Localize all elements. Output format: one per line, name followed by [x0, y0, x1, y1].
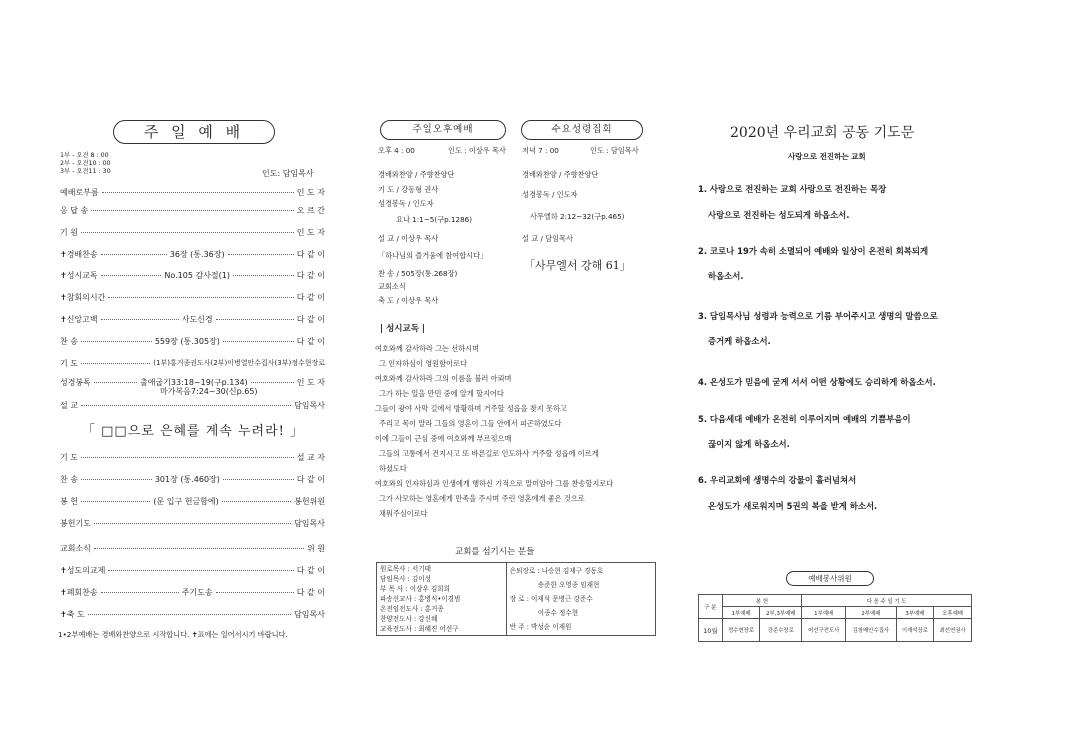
reading-line: 이에 그들이 근심 중에 여호와께 부르짖으매: [375, 434, 512, 443]
order-item: 예배로부름 인 도 자: [60, 187, 325, 197]
order-item: ✝성도의교제 다 같 이: [60, 565, 325, 575]
service-month: 10월: [699, 619, 723, 642]
service-sub: 1부예배: [802, 607, 846, 619]
afternoon-line: 찬 송 / 505장(통.268장): [378, 269, 458, 278]
wednesday-line: 경배와찬양 / 주향찬양단: [522, 170, 599, 179]
afternoon-line: 「하나님의 즐거움에 참여합시다」: [378, 251, 488, 260]
prayer-line: 5. 다음세대 예배가 온전히 이루어지며 예배의 기쁨부음이: [698, 414, 911, 424]
worship-title: 주 일 예 배: [113, 120, 275, 144]
staff-left: 원로목사 : 서기태: [380, 565, 432, 573]
reading-line: 그가 사모하는 영혼에게 만족을 주시며 주린 영혼에게 좋은 것으로: [379, 494, 585, 503]
service-sub: 1부예배: [722, 607, 760, 619]
service-header-next-prayer: 다 음 주 일 기 도: [802, 595, 972, 607]
staff-left: 찬양전도사 : 강신혜: [380, 615, 438, 623]
reading-line: 채워주심이로다: [379, 509, 428, 518]
afternoon-line: 교회소식: [378, 282, 406, 291]
afternoon-line: 요나 1:1~5(구p.1286): [396, 215, 473, 224]
service-times: [60, 152, 111, 176]
service-sub: 3부예배: [896, 607, 934, 619]
reading-line: 그 인자하심이 영원함이로다: [379, 359, 467, 368]
staff-title: 교회를 섬기시는 분들: [455, 547, 535, 557]
staff-left: 교육전도사 : 최혜진 어선구: [380, 625, 459, 633]
staff-left: 부 목 사 : 이상우 김희희: [380, 585, 451, 593]
footnote: 1•2부예배는 경배와찬양으로 시작합니다. ✝표에는 일어서시기 바랍니다.: [58, 630, 288, 639]
afternoon-line: 축 도 / 이상우 목사: [378, 296, 439, 305]
time-2: 2부 - 오전10 : 00: [60, 160, 111, 167]
afternoon-title: 주일오후예배: [380, 120, 506, 140]
reading-line: 그가 하는 일을 만민 중에 알게 할지어다: [379, 389, 504, 398]
service-cell: 강준수장로: [760, 619, 802, 642]
staff-right: 은퇴장로 : 나승현 김재구 경동호: [509, 567, 604, 575]
afternoon-line: 설 교 / 이상우 목사: [378, 234, 439, 243]
order-item: 응 답 송 오 르 간: [60, 205, 325, 215]
wednesday-line: 성경봉독 / 인도자: [522, 190, 578, 199]
service-sub: 오후예배: [934, 607, 972, 619]
scripture-2: 마가복음7:24~30(신p.65): [160, 387, 258, 396]
prayer-line: 1. 사랑으로 전진하는 교회 사랑으로 전진하는 목장: [698, 184, 887, 194]
prayer-line: 사랑으로 전진하는 성도되게 하옵소서.: [708, 210, 850, 220]
wednesday-time: 저녁 7 : 00: [522, 146, 559, 155]
prayer-line: 온성도가 새로워지며 5권의 복을 받게 하소서.: [708, 501, 878, 511]
reading-line: 주리고 목이 말라 그들의 영혼이 그들 안에서 피곤하였도다: [379, 419, 562, 428]
wednesday-line: 설 교 / 담임목사: [522, 234, 573, 243]
prayer-line: 2. 코로나 19가 속히 소멸되어 예배와 일상이 온전히 회복되게: [698, 246, 929, 256]
prayer-subtitle: 사랑으로 전진하는 교회: [788, 152, 866, 161]
order-item: 봉 헌 (문 입구 헌금함에) 봉헌위원: [60, 496, 326, 506]
afternoon-leader: 인도 : 이상우 목사: [448, 146, 506, 155]
order-item: 찬 송 301장 (통.460장) 다 같 이: [60, 474, 325, 484]
wednesday-sermon: 「사무엘서 강해 61」: [524, 259, 631, 272]
reading-line: 여호와께 감사하라 그는 선하시며: [375, 344, 480, 353]
afternoon-line: 기 도 / 강동형 권사: [378, 185, 439, 194]
service-cell: 정수현장로: [722, 619, 760, 642]
order-item: 교회소식 위 원: [60, 543, 325, 553]
order-item: ✝참회의시간 다 같 이: [60, 292, 325, 302]
service-cell: 김창배안수집사: [846, 619, 896, 642]
prayer-line: 3. 담임목사님 성령과 능력으로 기름 부어주시고 생명의 말씀으로: [698, 311, 938, 321]
reading-line: 여호와께 감사하라 그의 이름을 불러 아뢰며: [375, 374, 512, 383]
service-title: 예배봉사위원: [786, 571, 874, 586]
staff-right: 장 로 : 이재석 문병근 강준수: [509, 595, 593, 603]
reading-line: 그들의 고통에서 건지시고 또 바른길로 인도하사 거주할 성읍에 이르게: [379, 449, 599, 458]
order-item: 기 원 인 도 자: [60, 227, 325, 237]
time-1: 1부 - 오전 8 : 00: [60, 152, 109, 159]
order-item: 설 교 담임목사: [60, 400, 325, 410]
worship-leader: 인도: 담임목사: [262, 169, 314, 178]
prayer-title: 2020년 우리교회 공동 기도문: [730, 125, 915, 141]
afternoon-time: 오후 4 : 00: [378, 146, 415, 155]
service-table: [698, 594, 972, 642]
service-header-gubun: 구 분: [699, 595, 723, 619]
order-item: ✝성시교독 No.105 감사절(1) 다 같 이: [60, 270, 325, 280]
order-item: ✝신앙고백 사도신경 다 같 이: [60, 314, 326, 324]
service-sub: 2부,3부예배: [760, 607, 802, 619]
wednesday-title: 수요성령집회: [521, 120, 643, 140]
prayer-line: 하옵소서.: [708, 271, 744, 281]
service-cell: 이재석장로: [896, 619, 934, 642]
prayer-line: 4. 온성도가 믿음에 굳게 서서 어떤 상황에도 승리하게 하옵소서.: [698, 377, 936, 387]
reading-line: 하셨도다: [379, 464, 407, 473]
order-item: 기 도 (1부)홍거종권도사(2부)이병열안수집사(3부)정수현장로: [60, 358, 325, 368]
time-3: 3부 - 오전11 : 30: [60, 168, 111, 175]
order-item: 찬 송 559장 (통.305장) 다 같 이: [60, 336, 325, 346]
prayer-line: 끊이지 않게 하옵소서.: [708, 439, 790, 449]
staff-right: 송준한 오영종 임재현: [537, 581, 600, 589]
staff-right: 반 주 : 박성순 이재원: [509, 623, 572, 631]
prayer-line: 6. 우리교회에 생명수의 강물이 흘러넘쳐서: [698, 475, 857, 485]
reading-title: | 성시교독 |: [380, 324, 425, 334]
afternoon-line: 성경봉독 / 인도자: [378, 199, 434, 208]
order-item: ✝경배찬송 36장 (통.36장) 다 같 이: [60, 249, 325, 259]
wednesday-leader: 인도 : 담임목사: [590, 146, 639, 155]
service-cell: 최선연권사: [934, 619, 972, 642]
reading-line: 여호와의 인자하심과 인생에게 행하신 기적으로 말미암아 그를 찬송할지로다: [375, 479, 614, 488]
order-item: 성경봉독 출애굽기33:18~19(구p.134) 인 도 자: [60, 377, 326, 387]
order-item: ✝폐회찬송 주기도송 다 같 이: [60, 587, 326, 597]
service-sub: 2부예배: [846, 607, 896, 619]
afternoon-line: 경배와찬양 / 주향찬양단: [378, 170, 455, 179]
staff-left: 온전임전도사 : 홍거종: [380, 605, 444, 613]
service-header-bongheon: 봉 헌: [722, 595, 801, 607]
order-item: 기 도 설 교 자: [60, 452, 325, 462]
order-item: 봉헌기도 담임목사: [60, 518, 325, 528]
sermon-title: 「 □□으로 은혜를 계속 누려라! 」: [82, 424, 305, 439]
wednesday-line: 사무엘하 2:12~32(구p.465): [530, 212, 625, 221]
staff-table: [376, 562, 656, 636]
staff-left: 파송선교사 : 홍병식•이경범: [380, 595, 461, 603]
prayer-line: 증거케 하옵소서.: [708, 336, 771, 346]
reading-line: 그들이 광야 사막 길에서 방황하며 거주할 성읍을 찾지 못하고: [375, 404, 567, 413]
staff-right: 이종수 정수현: [537, 609, 579, 617]
order-item: ✝축 도 담임목사: [60, 609, 325, 619]
staff-left: 담임목사 : 김이성: [380, 575, 432, 583]
service-cell: 어선구전도사: [802, 619, 846, 642]
